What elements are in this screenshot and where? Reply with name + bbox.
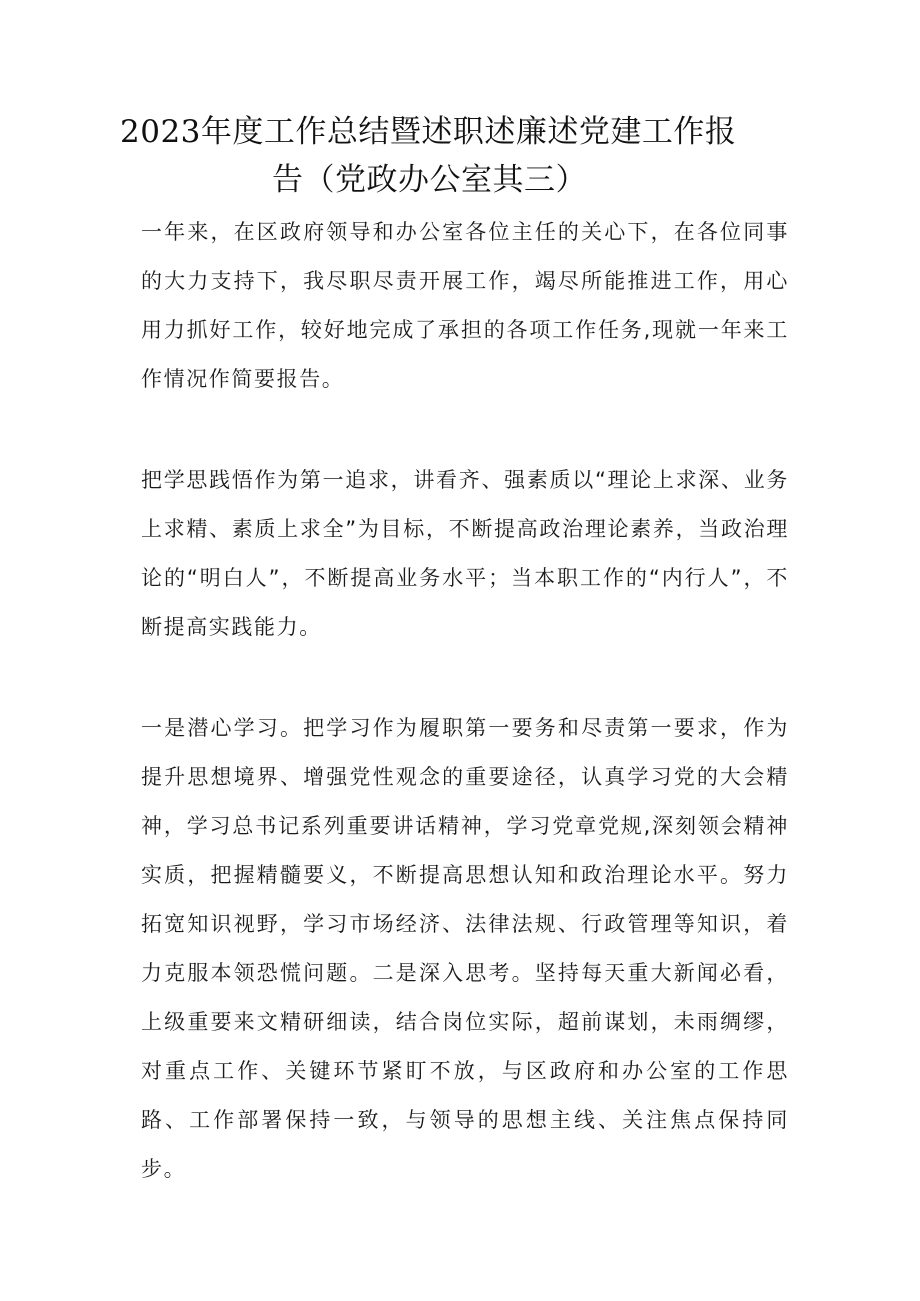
title-line-2: 告（党政办公室其三）	[272, 162, 587, 198]
title-line-1: 2023年度工作总结暨述职述廉述党建工作报	[120, 114, 737, 150]
paragraph-study-details: 一是潜心学习。把学习作为履职第一要务和尽责第一要求，作为提升思想境界、增强党性观念的重要途径，认真学习党的大会精神，学习总书记系列重要讲话精神，学习党章党规,深刻领会精神实质，把握精髓要义，不断提高思想认知和政治理论水平。努力拓宽知识视野，学习市场经济、法律法规、行政管理等知识，着力克服本领恐慌问题。二是深入思考。坚持每天重大新闻必看，上级重要来文精研细读，结合岗位实际，超前谋划，未雨绸缪，对重点工作、关键环节紧盯不放，与区政府和办公室的工作思路、工作部署保持一致，与领导的思想主线、关注焦点保持同步。	[141, 716, 789, 1181]
document-title	[120, 108, 800, 204]
paragraph-intro: 一年来，在区政府领导和办公室各位主任的关心下，在各位同事的大力支持下，我尽职尽责开展工作，竭尽所能推进工作，用心用力抓好工作，较好地完成了承担的各项工作任务,现就一年来工作情况作简要报告。	[141, 220, 789, 391]
paragraph-study-goal: 把学思践悟作为第一追求，讲看齐、强素质以“理论上求深、业务上求精、素质上求全”为目标，不断提高政治理论素养，当政治理论的“明白人”，不断提高业务水平；当本职工作的“内行人”，不断提高实践能力。	[141, 468, 789, 639]
